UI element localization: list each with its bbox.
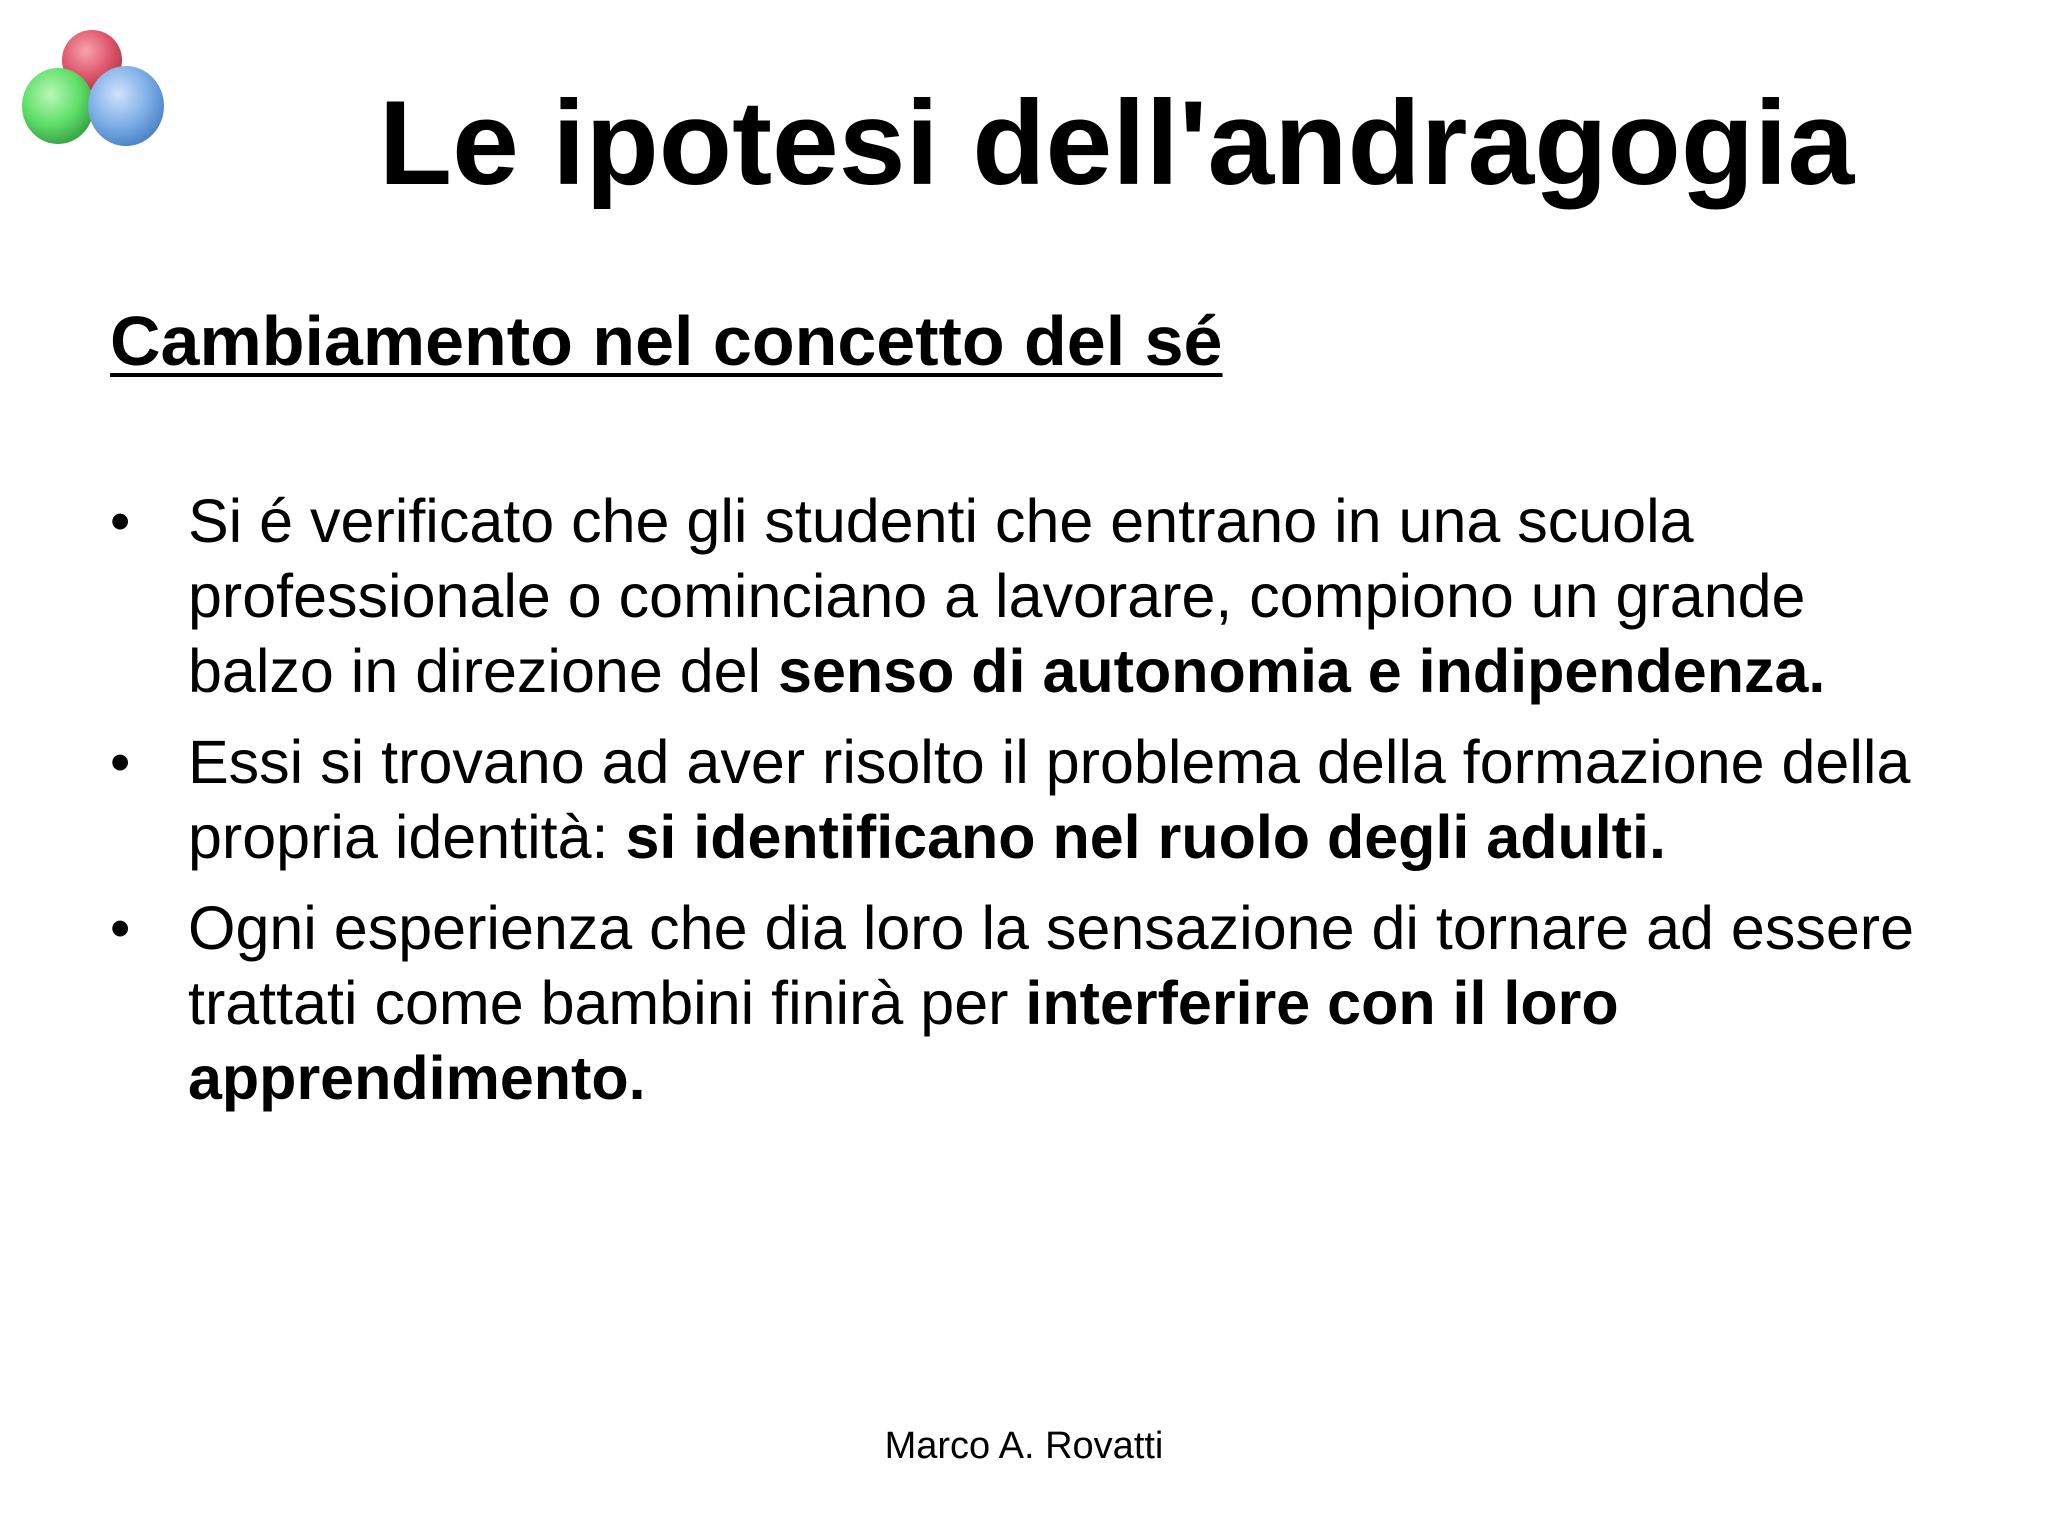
- bullet-text: Essi si trovano ad aver risolto il problema della formazione della propria identità:: [188, 728, 1911, 871]
- bullet-bold-text: senso di autonomia e indipendenza.: [778, 637, 1826, 705]
- bullet-item: [110, 484, 1960, 709]
- bullet-bold-text: si identificano nel ruolo degli adulti.: [625, 803, 1666, 871]
- slide-subtitle: Cambiamento nel concetto del sé: [110, 302, 1223, 380]
- bullet-item: [110, 725, 1960, 875]
- bullet-text: Si é verificato che gli studenti che entrano in una scuola professionale o cominciano a lavorare, compiono un grande balzo in direzione del: [188, 487, 1806, 705]
- bullet-marker: •: [110, 730, 131, 795]
- bullet-marker: •: [110, 896, 131, 961]
- bullet-item: [110, 891, 1960, 1116]
- slide-footer-author: Marco A. Rovatti: [884, 1425, 1164, 1467]
- bullet-text: Ogni esperienza che dia loro la sensazione di tornare ad essere trattati come bambini finirà per: [188, 894, 1914, 1037]
- bullet-marker: •: [110, 489, 131, 554]
- bullet-bold-text: interferire con il loro apprendimento.: [188, 969, 1619, 1112]
- slide-title: Le ipotesi dell'andragogia: [378, 76, 1855, 210]
- bullet-list: [110, 484, 1960, 1132]
